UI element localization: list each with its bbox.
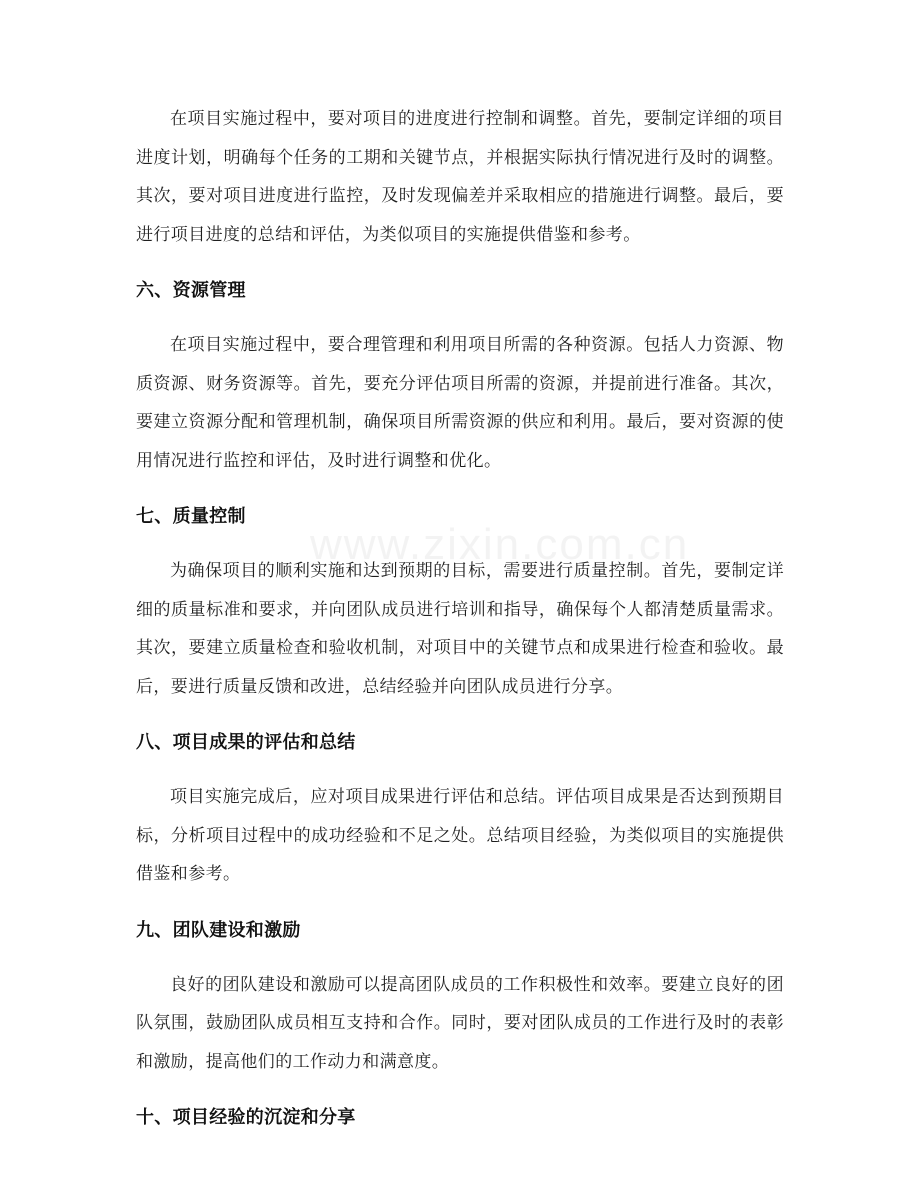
document-page [136, 100, 784, 1131]
paragraph-schedule-control: 在项目实施过程中，要对项目的进度进行控制和调整。首先，要制定详细的项目进度计划，明确每个任务的工期和关键节点，并根据实际执行情况进行及时的调整。其次，要对项目进度进行监控，及时发现偏差并采取相应的措施进行调整。最后，要进行项目进度的总结和评估，为类似项目的实施提供借鉴和参考。 [136, 109, 784, 245]
paragraph-resource-management: 在项目实施过程中，要合理管理和利用项目所需的各种资源。包括人力资源、物质资源、财务资源等。首先，要充分评估项目所需的资源，并提前进行准备。其次，要建立资源分配和管理机制，确保项目所需资源的供应和利用。最后，要对资源的使用情况进行监控和评估，及时进行调整和优化。 [136, 335, 784, 471]
heading-resource-management: 六、资源管理 [136, 280, 246, 301]
paragraph-team-building: 良好的团队建设和激励可以提高团队成员的工作积极性和效率。要建立良好的团队氛围，鼓励团队成员相互支持和合作。同时，要对团队成员的工作进行及时的表彰和激励，提高他们的工作动力和满意度。 [136, 974, 784, 1072]
heading-results-evaluation: 八、项目成果的评估和总结 [136, 732, 356, 753]
heading-quality-control: 七、质量控制 [136, 506, 246, 527]
heading-team-building: 九、团队建设和激励 [136, 919, 301, 941]
watermark: www.zixin.com.cn [310, 520, 690, 569]
paragraph-quality-control: 为确保项目的顺利实施和达到预期的目标，需要进行质量控制。首先，要制定详细的质量标准和要求，并向团队成员进行培训和指导，确保每个人都清楚质量需求。其次，要建立质量检查和验收机制，对项目中的关键节点和成果进行检查和验收。最后，要进行质量反馈和改进，总结经验并向团队成员进行分享。 [136, 561, 784, 697]
paragraph-results-evaluation: 项目实施完成后，应对项目成果进行评估和总结。评估项目成果是否达到预期目标，分析项目过程中的成功经验和不足之处。总结项目经验，为类似项目的实施提供借鉴和参考。 [136, 787, 784, 884]
heading-experience-sharing: 十、项目经验的沉淀和分享 [136, 1107, 356, 1128]
